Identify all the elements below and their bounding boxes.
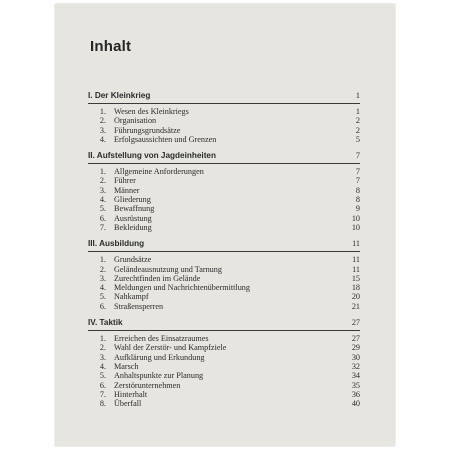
toc-entry xyxy=(88,302,360,311)
entry-label: Zerstörunternehmen xyxy=(114,380,181,390)
toc-entry xyxy=(88,116,360,125)
entry-label: Meldungen und Nachrichtenübermittlung xyxy=(114,283,250,293)
entry-page-number: 30 xyxy=(351,352,360,362)
section-divider xyxy=(88,163,360,164)
toc-section xyxy=(88,151,360,232)
toc-entry xyxy=(88,343,360,352)
toc-entry xyxy=(88,399,360,408)
entry-number: 6. xyxy=(99,213,106,223)
section-page-number: 11 xyxy=(352,239,360,249)
entry-number: 1. xyxy=(99,255,106,265)
entry-label: Organisation xyxy=(114,116,157,126)
entry-label: Überfall xyxy=(114,399,142,409)
toc-entry xyxy=(88,126,360,135)
entry-number: 5. xyxy=(99,371,106,381)
entry-number: 8. xyxy=(99,399,106,409)
entry-page-number: 8 xyxy=(355,185,360,195)
entry-label: Allgemeine Anforderungen xyxy=(114,167,204,177)
toc-entry xyxy=(88,362,360,371)
entry-page-number: 11 xyxy=(352,255,360,265)
entry-number: 5. xyxy=(99,292,106,302)
toc-entry xyxy=(88,167,360,176)
section-heading xyxy=(88,239,360,248)
entry-page-number: 10 xyxy=(351,222,360,232)
entry-page-number: 40 xyxy=(351,399,360,409)
toc-entry xyxy=(88,283,360,292)
entry-label: Erfolgsaussichten und Grenzen xyxy=(114,134,217,144)
entry-number: 2. xyxy=(99,176,106,186)
entry-label: Männer xyxy=(114,185,140,195)
section-title: IV. Taktik xyxy=(88,318,123,328)
toc-entry xyxy=(88,255,360,264)
entry-page-number: 18 xyxy=(351,283,360,293)
entry-number: 3. xyxy=(99,352,106,362)
entry-page-number: 5 xyxy=(355,134,360,144)
toc-entry xyxy=(88,204,360,213)
entry-number: 5. xyxy=(99,204,106,214)
entry-page-number: 7 xyxy=(355,167,360,177)
toc-entry xyxy=(88,265,360,274)
section-page-number: 7 xyxy=(355,151,360,161)
toc-entry xyxy=(88,334,360,343)
entry-page-number: 21 xyxy=(351,301,360,311)
section-heading xyxy=(88,151,360,160)
section-divider xyxy=(88,103,360,104)
entry-label: Ausrüstung xyxy=(114,213,152,223)
entry-number: 6. xyxy=(99,301,106,311)
document-page xyxy=(55,4,395,446)
entry-page-number: 8 xyxy=(355,195,360,205)
section-heading xyxy=(88,91,360,100)
toc-entry xyxy=(88,371,360,380)
entry-number: 4. xyxy=(99,134,106,144)
section-page-number: 27 xyxy=(351,318,360,328)
toc-entry xyxy=(88,274,360,283)
entry-number: 7. xyxy=(99,222,106,232)
section-title: I. Der Kleinkrieg xyxy=(88,91,151,100)
entry-label: Marsch xyxy=(114,361,139,371)
toc-section xyxy=(88,239,360,311)
toc-entry xyxy=(88,107,360,116)
entry-label: Grundsätze xyxy=(114,255,152,265)
entry-label: Führungsgrundsätze xyxy=(114,125,181,135)
entry-number: 2. xyxy=(99,343,106,353)
toc-entry xyxy=(88,186,360,195)
section-title: II. Aufstellung von Jagdeinheiten xyxy=(88,151,216,161)
entry-page-number: 9 xyxy=(355,204,360,214)
entry-label: Bekleidung xyxy=(114,222,152,232)
entry-number: 4. xyxy=(99,361,106,371)
entry-number: 3. xyxy=(99,273,106,283)
entry-page-number: 2 xyxy=(355,125,360,135)
toc-entry xyxy=(88,353,360,362)
entry-page-number: 36 xyxy=(351,389,360,399)
entry-page-number: 2 xyxy=(355,116,360,126)
entry-page-number: 35 xyxy=(351,380,360,390)
entry-page-number: 10 xyxy=(351,213,360,223)
toc-entry xyxy=(88,176,360,185)
entry-number: 1. xyxy=(99,334,106,344)
entry-number: 1. xyxy=(99,107,106,116)
toc-entry xyxy=(88,390,360,399)
entry-label: Führer xyxy=(114,176,136,186)
entry-page-number: 32 xyxy=(351,361,360,371)
entry-label: Aufklärung und Erkundung xyxy=(114,352,205,362)
entry-label: Erreichen des Einsatzraumes xyxy=(114,334,209,344)
toc-section xyxy=(88,91,360,144)
entry-number: 6. xyxy=(99,380,106,390)
toc-entry xyxy=(88,135,360,144)
section-title: III. Ausbildung xyxy=(88,239,145,249)
entry-label: Wahl der Zerstör- und Kampfziele xyxy=(114,343,227,353)
entry-number: 3. xyxy=(99,185,106,195)
toc-entry xyxy=(88,292,360,301)
toc-section xyxy=(88,318,360,408)
toc-entry xyxy=(88,381,360,390)
toc-entry xyxy=(88,214,360,223)
section-page-number: 1 xyxy=(355,91,360,100)
entry-label: Nahkampf xyxy=(114,292,149,302)
entry-page-number: 29 xyxy=(351,343,360,353)
section-divider xyxy=(88,330,360,331)
entry-page-number: 7 xyxy=(355,176,360,186)
toc-entry xyxy=(88,195,360,204)
entry-page-number: 20 xyxy=(351,292,360,302)
entry-number: 4. xyxy=(99,195,106,205)
entry-number: 1. xyxy=(99,167,106,177)
entry-number: 2. xyxy=(99,116,106,126)
entry-label: Anhaltspunkte zur Planung xyxy=(114,371,204,381)
entry-page-number: 11 xyxy=(352,264,360,274)
entry-page-number: 1 xyxy=(355,107,360,116)
entry-page-number: 34 xyxy=(351,371,360,381)
entry-number: 4. xyxy=(99,283,106,293)
entry-page-number: 15 xyxy=(351,273,360,283)
entry-label: Straßensperren xyxy=(114,301,164,311)
table-of-contents xyxy=(88,91,360,415)
entry-label: Wesen des Kleinkriegs xyxy=(114,107,189,116)
section-heading xyxy=(88,318,360,327)
entry-page-number: 27 xyxy=(351,334,360,344)
section-divider xyxy=(88,251,360,252)
entry-label: Hinterhalt xyxy=(114,389,148,399)
entry-label: Zurechtfinden im Gelände xyxy=(114,273,201,283)
entry-number: 2. xyxy=(99,264,106,274)
entry-label: Geländeausnutzung und Tarnung xyxy=(114,264,222,274)
entry-label: Bewaffnung xyxy=(114,204,155,214)
toc-entry xyxy=(88,223,360,232)
page-title: Inhalt xyxy=(90,38,132,55)
entry-number: 3. xyxy=(99,125,106,135)
entry-number: 7. xyxy=(99,389,106,399)
entry-label: Gliederung xyxy=(114,195,151,205)
